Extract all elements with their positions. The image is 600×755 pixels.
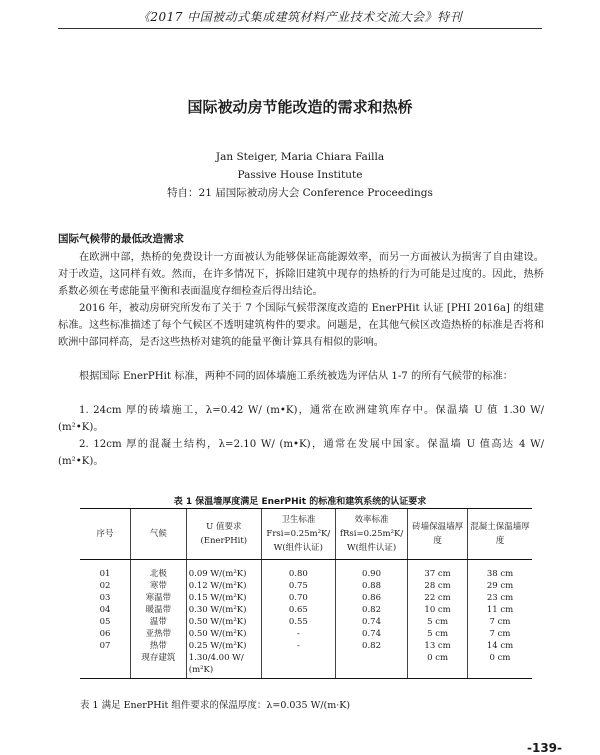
cell-hygiene: -	[261, 628, 335, 640]
paragraph: 1. 24cm 厚的砖墙施工，λ=0.42 W/ (m•K)，通常在欧洲建筑库存中。保温墙 U 值 1.30 W/ (m²•K)。	[58, 405, 544, 433]
cell-concrete: 14 cm	[468, 640, 533, 652]
table-row	[80, 652, 532, 679]
cell-concrete: 29 cm	[468, 580, 533, 592]
cell-hygiene: 0.70	[261, 592, 335, 604]
cell-hygiene: -	[261, 640, 335, 652]
cell-climate: 寒温带	[130, 592, 186, 604]
cell-climate: 温带	[130, 616, 186, 628]
table-caption: 表 1 保温墙厚度满足 EnerPHit 的标准和建筑系统的认证要求	[173, 497, 427, 507]
cell-brick: 28 cm	[408, 580, 468, 592]
paragraph: 2. 12cm 厚的混凝土结构，λ=2.10 W/ (m•K)，通常在发展中国家。保温墙 U 值高达 4 W/ (m²•K)。	[58, 439, 544, 467]
cell-u-value: 0.30 W/(m²K)	[186, 604, 261, 616]
cell-efficiency: 0.86	[335, 592, 407, 604]
cell-u-value: 0.15 W/(m²K)	[186, 592, 261, 604]
cell-efficiency: 0.74	[335, 616, 407, 628]
cell-efficiency: 0.74	[335, 628, 407, 640]
cell-efficiency: 0.90	[335, 560, 407, 581]
cell-u-value: 0.50 W/(m²K)	[186, 628, 261, 640]
cell-id	[80, 652, 130, 679]
paragraph: 在欧洲中部，热桥的免费设计一方面被认为能够保证高能源效率，而另一方面被认为损害了自由建设。对于改造，这同样有效。然而，在许多情况下，拆除旧建筑中现存的热桥的行为可能是过度的。因此，热桥系数必须在考虑能量平衡和表面温度存细检查后得出结论。	[58, 252, 544, 297]
cell-climate: 热带	[130, 640, 186, 652]
table-row	[80, 580, 532, 592]
cell-efficiency: 0.82	[335, 604, 407, 616]
cell-u-value: 0.25 W/(m²K)	[186, 640, 261, 652]
cell-brick: 22 cm	[408, 592, 468, 604]
cell-id: 02	[99, 581, 111, 591]
cell-concrete: 38 cm	[468, 560, 533, 581]
cell-climate: 暖温带	[130, 604, 186, 616]
cell-climate: 北极	[130, 560, 186, 581]
cell-brick: 5 cm	[408, 628, 468, 640]
affiliation: Passive House Institute	[237, 169, 363, 181]
table-row	[80, 604, 532, 616]
cell-hygiene: 0.75	[261, 580, 335, 592]
cell-concrete: 11 cm	[468, 604, 533, 616]
cell-id: 04	[99, 605, 111, 615]
cell-brick: 0 cm	[408, 652, 468, 679]
header-id: 序号	[80, 509, 130, 560]
insulation-table	[80, 508, 532, 679]
cell-id: 06	[99, 629, 111, 639]
cell-climate: 亚热带	[130, 628, 186, 640]
cell-concrete: 7 cm	[468, 616, 533, 628]
cell-concrete: 0 cm	[468, 652, 533, 679]
cell-hygiene	[261, 652, 335, 679]
paragraph: 根据国际 EnerPHit 标准，两种不同的固体墙施工系统被选为评估从 1-7 的所有气候带的标准：	[79, 371, 513, 382]
cell-concrete: 7 cm	[468, 628, 533, 640]
cell-hygiene: 0.55	[261, 616, 335, 628]
authors: Jan Steiger, Maria Chiara Failla	[215, 151, 385, 163]
cell-hygiene: 0.80	[261, 560, 335, 581]
section-heading: 国际气候带的最低改造需求	[58, 233, 184, 245]
cell-brick: 5 cm	[408, 616, 468, 628]
cell-climate: 寒带	[130, 580, 186, 592]
header-climate: 气候	[130, 509, 186, 560]
cell-id: 07	[99, 641, 111, 651]
table-row	[80, 628, 532, 640]
cell-u-value: 1.30/4.00 W/ (m²K)	[186, 652, 261, 679]
cell-climate: 现存建筑	[130, 652, 186, 679]
table-row	[80, 616, 532, 628]
cell-id: 01	[99, 569, 111, 579]
page-number: -139-	[527, 741, 563, 755]
header-u-value: U 值要求 (EnerPHit)	[186, 509, 261, 560]
cell-brick: 37 cm	[408, 560, 468, 581]
table-row	[80, 592, 532, 604]
cell-efficiency: 0.88	[335, 580, 407, 592]
translator-note: 特自：21 届国际被动房大会 Conference Proceedings	[167, 187, 433, 199]
cell-hygiene: 0.65	[261, 604, 335, 616]
paragraph: 2016 年，被动房研究所发布了关于 7 个国际气候带深度改造的 EnerPHit 认证 [PHI 2016a] 的组建标准。这些标准描述了每个气候区不透明建筑构件的要求。问题是，在其他气候区改造热桥的标准是否将和欧洲中部同样高，是否这些热桥对建筑的能量平衡计算具有相似的影响。	[58, 303, 544, 348]
byline	[0, 148, 600, 202]
article-title: 国际被动房节能改造的需求和热桥	[187, 98, 413, 116]
cell-u-value: 0.12 W/(m²K)	[186, 580, 261, 592]
cell-id: 03	[99, 593, 111, 603]
cell-u-value: 0.50 W/(m²K)	[186, 616, 261, 628]
header-brick: 砖墙保温墙厚度	[408, 509, 468, 560]
cell-brick: 13 cm	[408, 640, 468, 652]
header-efficiency: 效率标准 fRsi=0.25m²K/ W(组件认证)	[335, 509, 407, 560]
cell-efficiency	[335, 652, 407, 679]
table-footnote: 表 1 满足 EnerPHit 组件要求的保温厚度：λ=0.035 W/(m·K)	[80, 700, 351, 711]
cell-u-value: 0.09 W/(m²K)	[186, 560, 261, 581]
header-hygiene: 卫生标准 Frsi=0.25m²K/ W(组件认证)	[261, 509, 335, 560]
cell-efficiency: 0.82	[335, 640, 407, 652]
table-row	[80, 640, 532, 652]
cell-concrete: 23 cm	[468, 592, 533, 604]
header-concrete: 混凝土保温墙厚度	[468, 509, 533, 560]
table-row	[80, 560, 532, 581]
table-header-row	[80, 509, 532, 560]
running-header: 《2017 中国被动式集成建筑材料产业技术交流大会》特刊	[137, 10, 463, 24]
cell-id: 05	[99, 617, 111, 627]
cell-brick: 10 cm	[408, 604, 468, 616]
header-divider	[58, 28, 542, 29]
